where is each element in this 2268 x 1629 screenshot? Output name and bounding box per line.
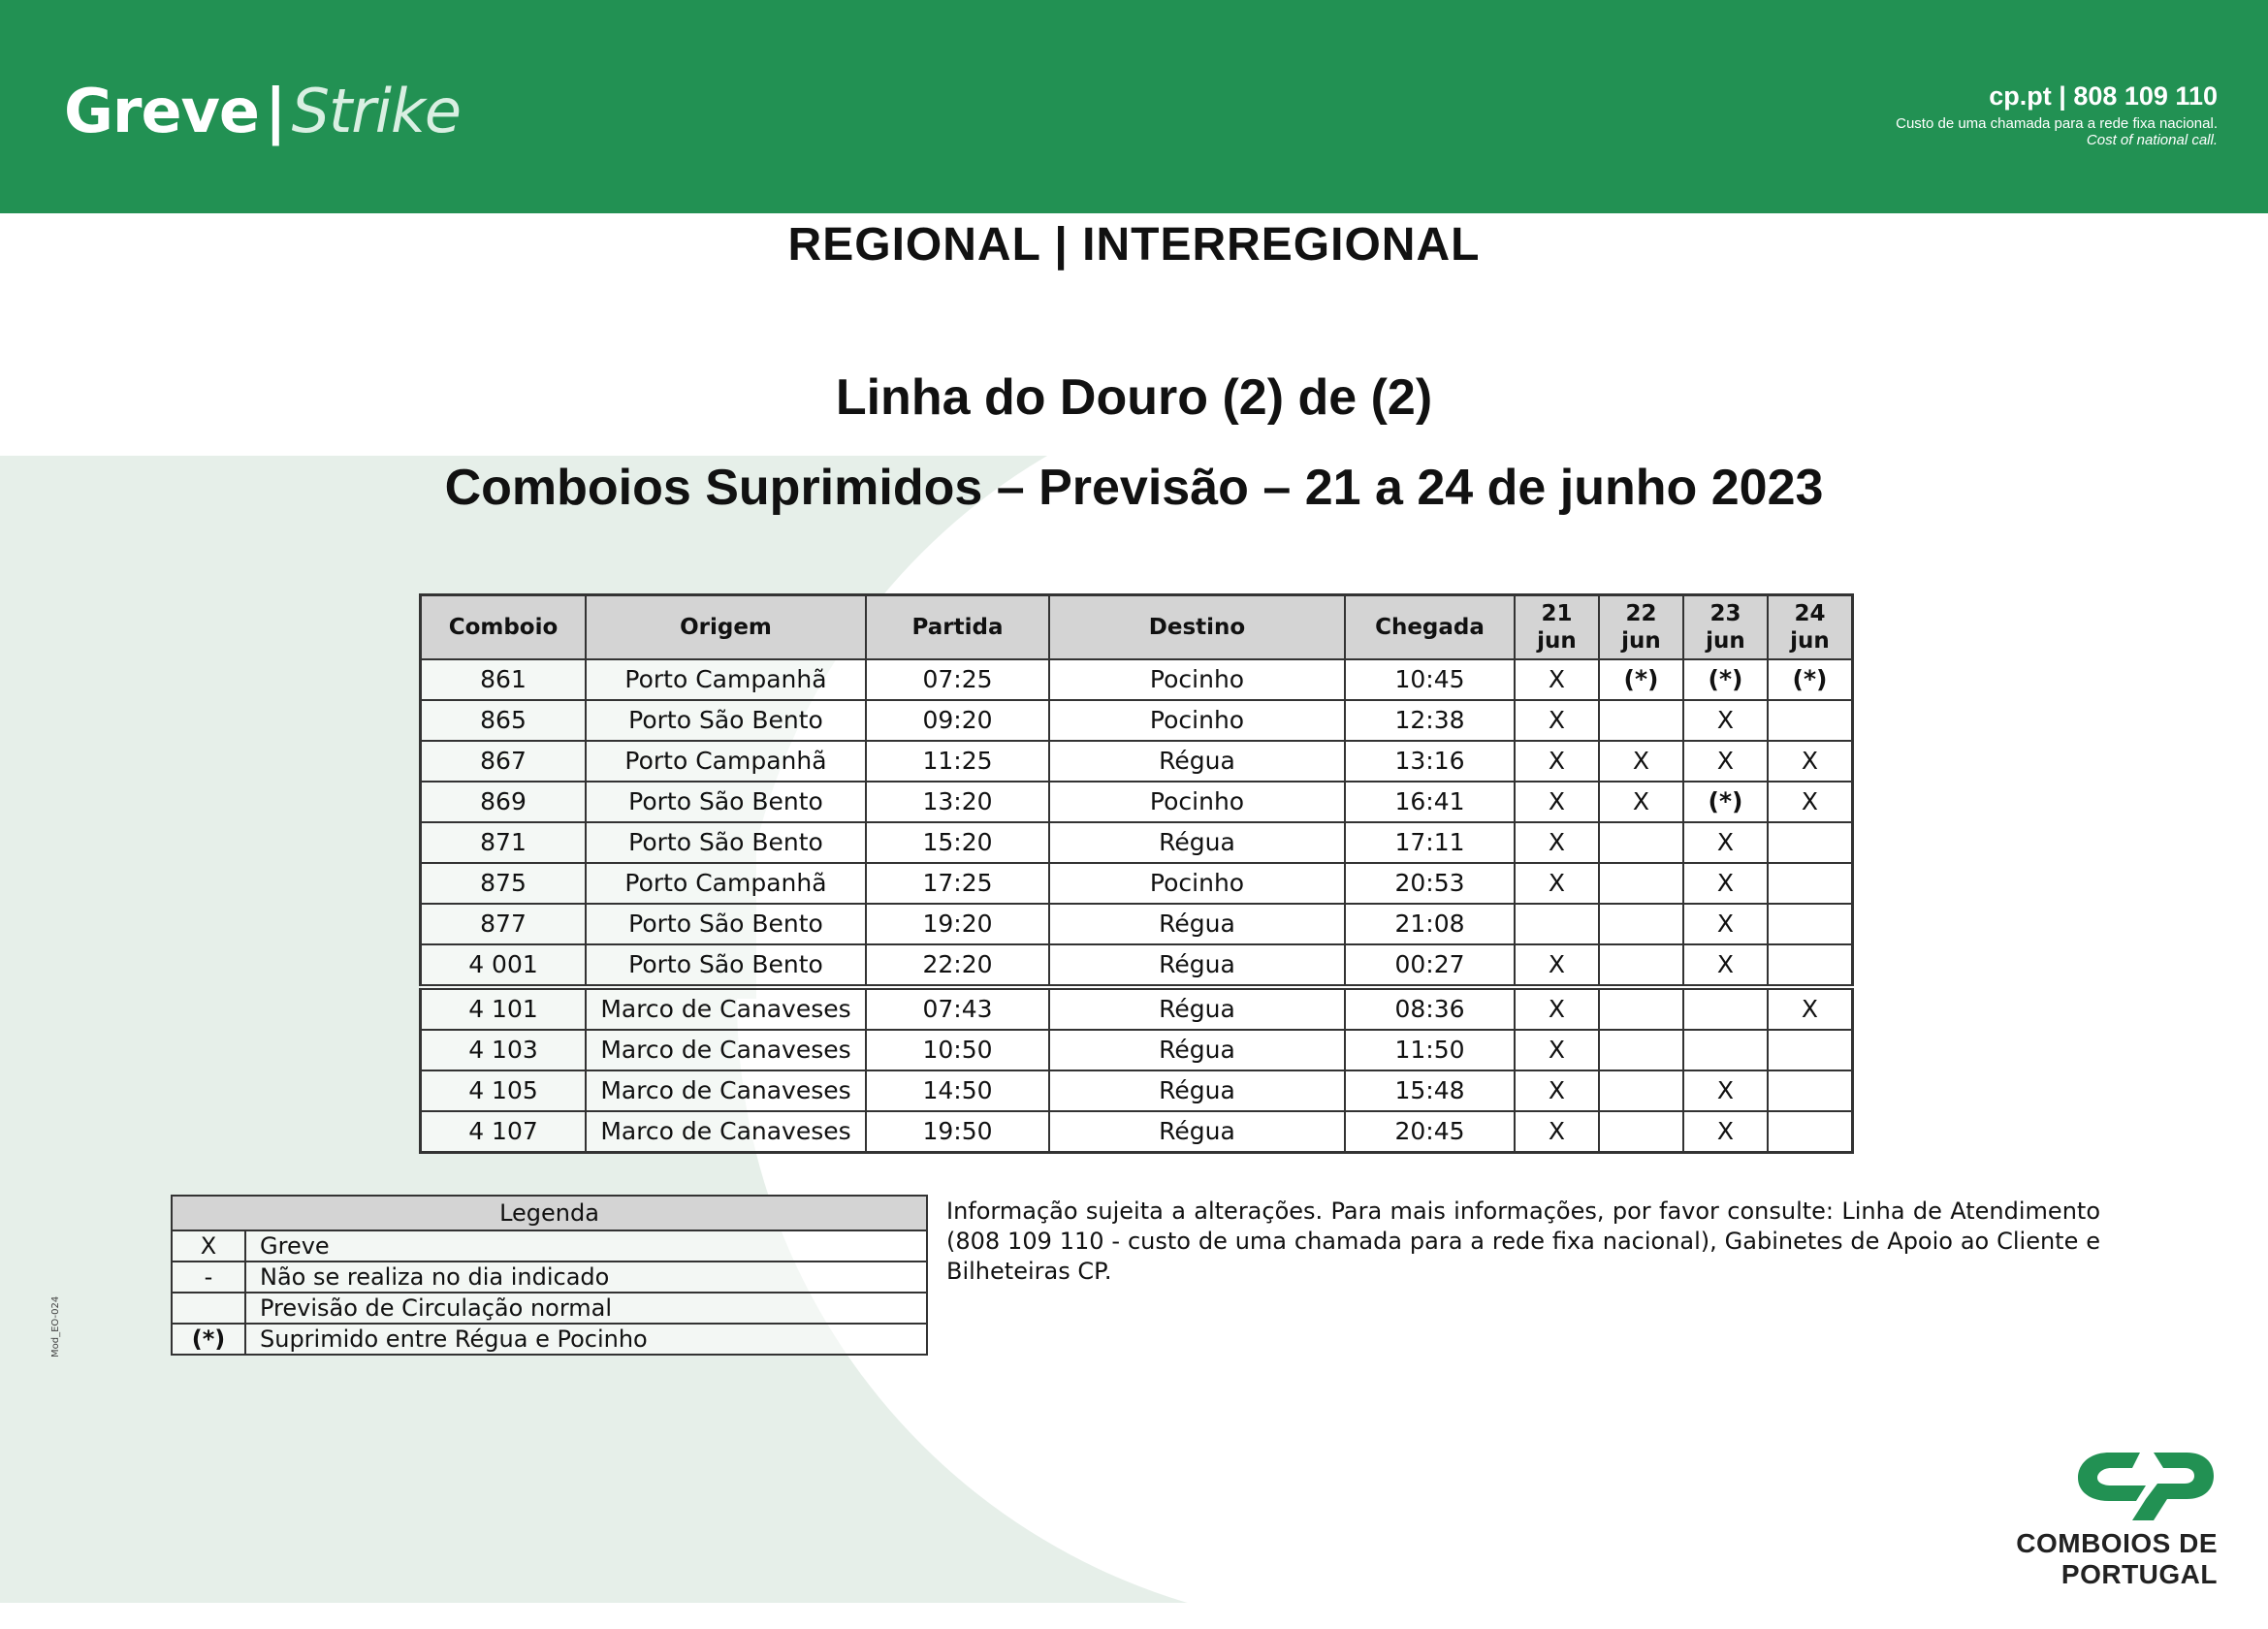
cell-origem: Marco de Canaveses — [586, 987, 866, 1030]
cell-partida: 09:20 — [866, 700, 1049, 741]
table-row — [421, 1030, 1853, 1070]
cell-destino: Régua — [1049, 987, 1345, 1030]
legend-text: Previsão de Circulação normal — [245, 1293, 927, 1324]
cell-chegada: 20:53 — [1345, 863, 1515, 904]
cell-origem: Porto São Bento — [586, 782, 866, 822]
table-row — [421, 863, 1853, 904]
cell-comboio: 4 107 — [421, 1111, 587, 1153]
header-day-23: 23 jun — [1683, 595, 1768, 660]
cell-origem: Marco de Canaveses — [586, 1111, 866, 1153]
cell-d21: X — [1515, 659, 1599, 700]
cell-d22: X — [1599, 741, 1683, 782]
header-chegada: Chegada — [1345, 595, 1515, 660]
header-origem: Origem — [586, 595, 866, 660]
cell-d23: X — [1683, 741, 1768, 782]
cell-partida: 17:25 — [866, 863, 1049, 904]
cell-d24 — [1768, 1070, 1853, 1111]
legend-title: Legenda — [172, 1196, 927, 1230]
legend-item — [172, 1230, 927, 1262]
cell-d22 — [1599, 904, 1683, 944]
cell-d22 — [1599, 1070, 1683, 1111]
cell-chegada: 12:38 — [1345, 700, 1515, 741]
brand-separator: | — [264, 76, 286, 146]
cell-d21: X — [1515, 700, 1599, 741]
cell-d23: X — [1683, 1070, 1768, 1111]
cell-comboio: 867 — [421, 741, 587, 782]
cell-d22 — [1599, 863, 1683, 904]
cell-partida: 10:50 — [866, 1030, 1049, 1070]
header-day-24: 24 jun — [1768, 595, 1853, 660]
cell-origem: Porto São Bento — [586, 700, 866, 741]
cell-d23 — [1683, 987, 1768, 1030]
cell-d22: X — [1599, 782, 1683, 822]
cell-d22 — [1599, 1030, 1683, 1070]
table-row — [421, 782, 1853, 822]
cell-partida: 07:25 — [866, 659, 1049, 700]
legend-symbol: - — [172, 1262, 245, 1293]
cell-d21: X — [1515, 822, 1599, 863]
cell-comboio: 869 — [421, 782, 587, 822]
cell-origem: Porto Campanhã — [586, 863, 866, 904]
cell-destino: Régua — [1049, 944, 1345, 987]
cell-d21: X — [1515, 1030, 1599, 1070]
cell-comboio: 865 — [421, 700, 587, 741]
cell-comboio: 4 103 — [421, 1030, 587, 1070]
legend-item — [172, 1293, 927, 1324]
cell-d24 — [1768, 1030, 1853, 1070]
cell-d24: X — [1768, 782, 1853, 822]
cell-d21: X — [1515, 987, 1599, 1030]
cell-d23: X — [1683, 700, 1768, 741]
legend-item — [172, 1324, 927, 1355]
cell-d22 — [1599, 944, 1683, 987]
cell-origem: Porto São Bento — [586, 904, 866, 944]
table-row — [421, 987, 1853, 1030]
cell-chegada: 00:27 — [1345, 944, 1515, 987]
cell-d23: X — [1683, 863, 1768, 904]
cell-origem: Porto São Bento — [586, 822, 866, 863]
cell-comboio: 877 — [421, 904, 587, 944]
cell-d21: X — [1515, 782, 1599, 822]
cell-comboio: 875 — [421, 863, 587, 904]
cp-logo-icon — [2072, 1445, 2218, 1522]
cell-destino: Pocinho — [1049, 782, 1345, 822]
cell-d21: X — [1515, 1111, 1599, 1153]
cell-chegada: 17:11 — [1345, 822, 1515, 863]
call-cost-note-en: Cost of national call. — [2086, 132, 2218, 148]
cell-d23: X — [1683, 822, 1768, 863]
legend-symbol: (*) — [172, 1324, 245, 1355]
cell-partida: 13:20 — [866, 782, 1049, 822]
cell-chegada: 10:45 — [1345, 659, 1515, 700]
cell-comboio: 861 — [421, 659, 587, 700]
cell-partida: 15:20 — [866, 822, 1049, 863]
cell-d24 — [1768, 700, 1853, 741]
cell-destino: Pocinho — [1049, 863, 1345, 904]
cell-partida: 11:25 — [866, 741, 1049, 782]
header-comboio: Comboio — [421, 595, 587, 660]
table-row — [421, 1070, 1853, 1111]
table-row — [421, 822, 1853, 863]
cell-origem: Porto Campanhã — [586, 659, 866, 700]
table-row — [421, 1111, 1853, 1153]
legend-text: Greve — [245, 1230, 927, 1262]
info-notice: Informação sujeita a alterações. Para mais informações, por favor consulte: Linha de Atendimento (808 109 110 - custo de uma chamada para a rede fixa nacional), Gabinetes de Apoio ao Cliente e Bilheteiras CP. — [946, 1198, 2100, 1285]
cp-logo — [1888, 1445, 2218, 1590]
table-row — [421, 741, 1853, 782]
brand-strike: Strike — [291, 76, 462, 146]
cell-partida: 07:43 — [866, 987, 1049, 1030]
table-row — [421, 904, 1853, 944]
contact-phone: cp.pt | 808 109 110 — [1989, 81, 2218, 111]
cell-destino: Régua — [1049, 1111, 1345, 1153]
cell-d21: X — [1515, 741, 1599, 782]
legend-text: Suprimido entre Régua e Pocinho — [245, 1324, 927, 1355]
company-name: COMBOIOS DE PORTUGAL — [2016, 1528, 2218, 1589]
cell-destino: Pocinho — [1049, 700, 1345, 741]
cell-origem: Porto Campanhã — [586, 741, 866, 782]
cell-d23 — [1683, 1030, 1768, 1070]
cell-chegada: 21:08 — [1345, 904, 1515, 944]
cell-destino: Régua — [1049, 741, 1345, 782]
cell-d24: (*) — [1768, 659, 1853, 700]
header-banner — [0, 0, 2268, 213]
cell-partida: 22:20 — [866, 944, 1049, 987]
legend-symbol: X — [172, 1230, 245, 1262]
cell-destino: Régua — [1049, 1070, 1345, 1111]
legend-item — [172, 1262, 927, 1293]
section-title: REGIONAL | INTERREGIONAL — [787, 219, 1481, 271]
cell-chegada: 13:16 — [1345, 741, 1515, 782]
cell-d24: X — [1768, 741, 1853, 782]
cell-d23: X — [1683, 1111, 1768, 1153]
contact-info — [1896, 81, 2218, 148]
cell-d24: X — [1768, 987, 1853, 1030]
header-partida: Partida — [866, 595, 1049, 660]
cell-d22 — [1599, 987, 1683, 1030]
call-cost-note: Custo de uma chamada para a rede fixa nacional. — [1896, 115, 2218, 132]
cell-d23: (*) — [1683, 782, 1768, 822]
table-row — [421, 659, 1853, 700]
cell-destino: Régua — [1049, 1030, 1345, 1070]
cell-d24 — [1768, 1111, 1853, 1153]
cell-d23: X — [1683, 944, 1768, 987]
cell-d22 — [1599, 700, 1683, 741]
cell-partida: 19:20 — [866, 904, 1049, 944]
table-header-row — [421, 595, 1853, 660]
train-table — [419, 593, 1854, 1154]
cell-d22 — [1599, 1111, 1683, 1153]
legend-text: Não se realiza no dia indicado — [245, 1262, 927, 1293]
cell-destino: Régua — [1049, 822, 1345, 863]
cell-origem: Marco de Canaveses — [586, 1070, 866, 1111]
header-day-21: 21 jun — [1515, 595, 1599, 660]
cell-d22: (*) — [1599, 659, 1683, 700]
cell-d24 — [1768, 904, 1853, 944]
cell-chegada: 16:41 — [1345, 782, 1515, 822]
cell-d22 — [1599, 822, 1683, 863]
cell-comboio: 871 — [421, 822, 587, 863]
cell-destino: Régua — [1049, 904, 1345, 944]
cell-d24 — [1768, 863, 1853, 904]
line-title: Linha do Douro (2) de (2) — [835, 369, 1433, 426]
cell-d24 — [1768, 944, 1853, 987]
cell-comboio: 4 101 — [421, 987, 587, 1030]
cell-comboio: 4 105 — [421, 1070, 587, 1111]
cell-d23: (*) — [1683, 659, 1768, 700]
cell-comboio: 4 001 — [421, 944, 587, 987]
cell-chegada: 15:48 — [1345, 1070, 1515, 1111]
cell-chegada: 08:36 — [1345, 987, 1515, 1030]
cell-d21 — [1515, 904, 1599, 944]
cell-d21: X — [1515, 863, 1599, 904]
cell-d24 — [1768, 822, 1853, 863]
cell-d21: X — [1515, 944, 1599, 987]
table-row — [421, 944, 1853, 987]
cell-d21: X — [1515, 1070, 1599, 1111]
cell-chegada: 11:50 — [1345, 1030, 1515, 1070]
cell-chegada: 20:45 — [1345, 1111, 1515, 1153]
header-destino: Destino — [1049, 595, 1345, 660]
legend-table — [171, 1195, 928, 1356]
header-day-22: 22 jun — [1599, 595, 1683, 660]
form-code: Mod_EO-024 — [50, 1295, 61, 1358]
page-subtitle: Comboios Suprimidos – Previsão – 21 a 24 de junho 2023 — [444, 460, 1824, 516]
cell-origem: Porto São Bento — [586, 944, 866, 987]
cell-destino: Pocinho — [1049, 659, 1345, 700]
brand-greve: Greve — [64, 76, 259, 146]
brand-title — [64, 76, 461, 146]
cell-origem: Marco de Canaveses — [586, 1030, 866, 1070]
cell-d23: X — [1683, 904, 1768, 944]
legend-symbol — [172, 1293, 245, 1324]
cell-partida: 14:50 — [866, 1070, 1049, 1111]
cell-partida: 19:50 — [866, 1111, 1049, 1153]
table-row — [421, 700, 1853, 741]
